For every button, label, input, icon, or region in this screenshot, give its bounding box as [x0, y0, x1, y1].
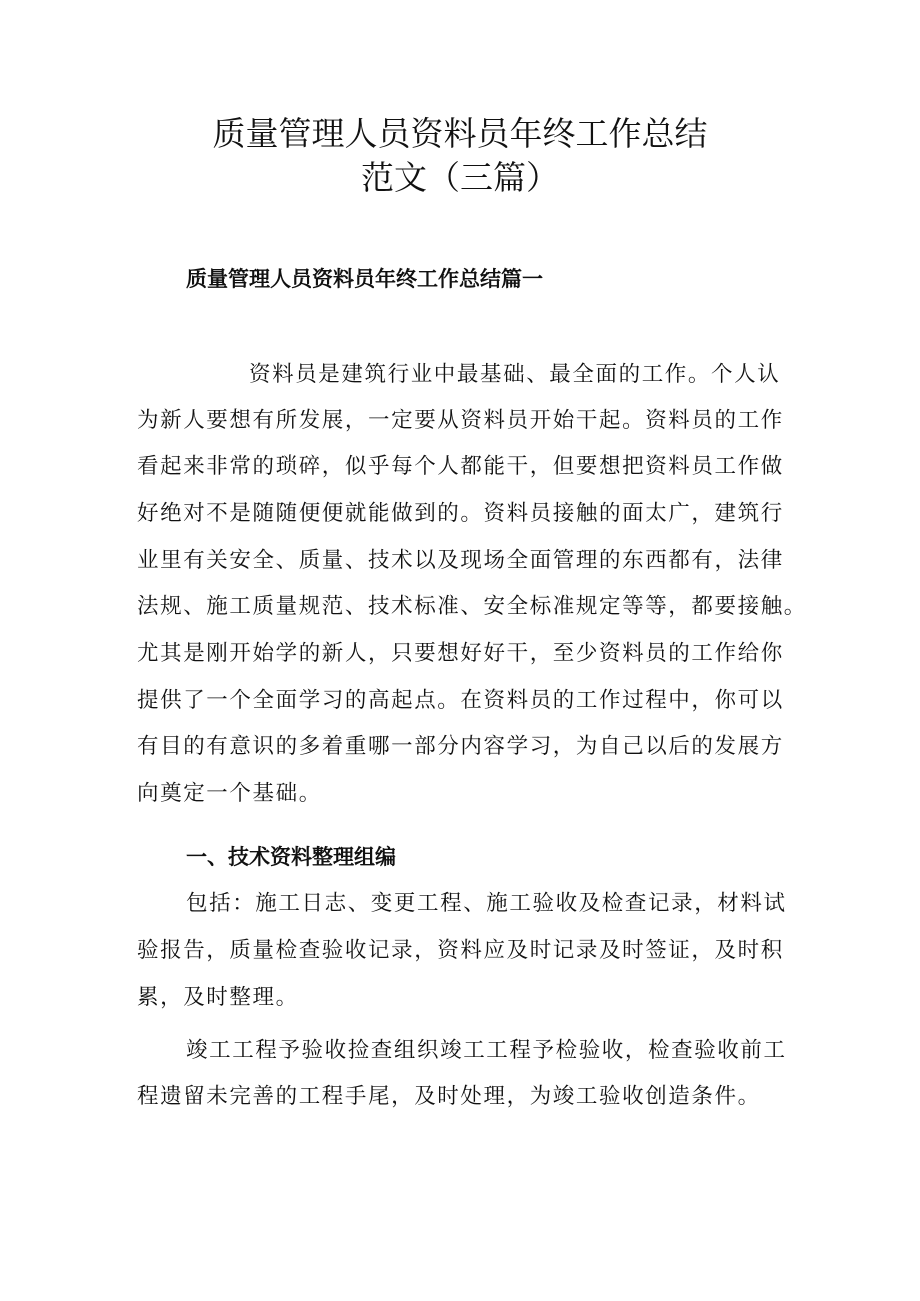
paragraph-line: 提供了一个全面学习的高起点。在资料员的工作过程中，你可以 [137, 688, 784, 713]
paragraph-line: 向奠定一个基础。 [137, 781, 322, 806]
document-title-line-1: 质量管理人员资料员年终工作总结 [212, 114, 708, 153]
paragraph-line: 验报告，质量检查验收记录，资料应及时记录及时签证，及时积 [137, 938, 784, 963]
paragraph-line: 有目的有意识的多着重哪一部分内容学习，为自己以后的发展方 [137, 734, 784, 759]
paragraph-line: 资料员是建筑行业中最基础、最全面的工作。个人认 [249, 362, 781, 387]
paragraph-line: 业里有关安全、质量、技术以及现场全面管理的东西都有，法律 [137, 548, 784, 573]
sub-heading: 一、技术资料整理组编 [186, 845, 396, 869]
paragraph-line: 为新人要想有所发展，一定要从资料员开始干起。资料员的工作 [137, 408, 784, 433]
paragraph-line: 好绝对不是随随便便就能做到的。资料员接触的面太广，建筑行 [137, 501, 784, 526]
paragraph-line: 看起来非常的琐碎，似乎每个人都能干，但要想把资料员工作做 [137, 454, 784, 479]
document-title-line-2: 范文（三篇） [361, 158, 559, 197]
paragraph-line: 法规、施工质量规范、技术标准、安全标准规定等等，都要接触。 [137, 594, 807, 619]
section-heading: 质量管理人员资料员年终工作总结篇一 [186, 267, 543, 291]
paragraph-line: 累，及时整理。 [137, 985, 299, 1010]
paragraph-line: 包括：施工日志、变更工程、施工验收及检查记录，材料试 [186, 891, 787, 916]
paragraph-line: 尤其是刚开始学的新人，只要想好好干，至少资料员的工作给你 [137, 641, 784, 666]
paragraph-line: 竣工工程予验收捡查组织竣工工程予检验收，检查验收前工 [186, 1038, 787, 1063]
paragraph-line: 程遗留未完善的工程手尾，及时处理，为竣工验收创造条件。 [137, 1084, 761, 1109]
